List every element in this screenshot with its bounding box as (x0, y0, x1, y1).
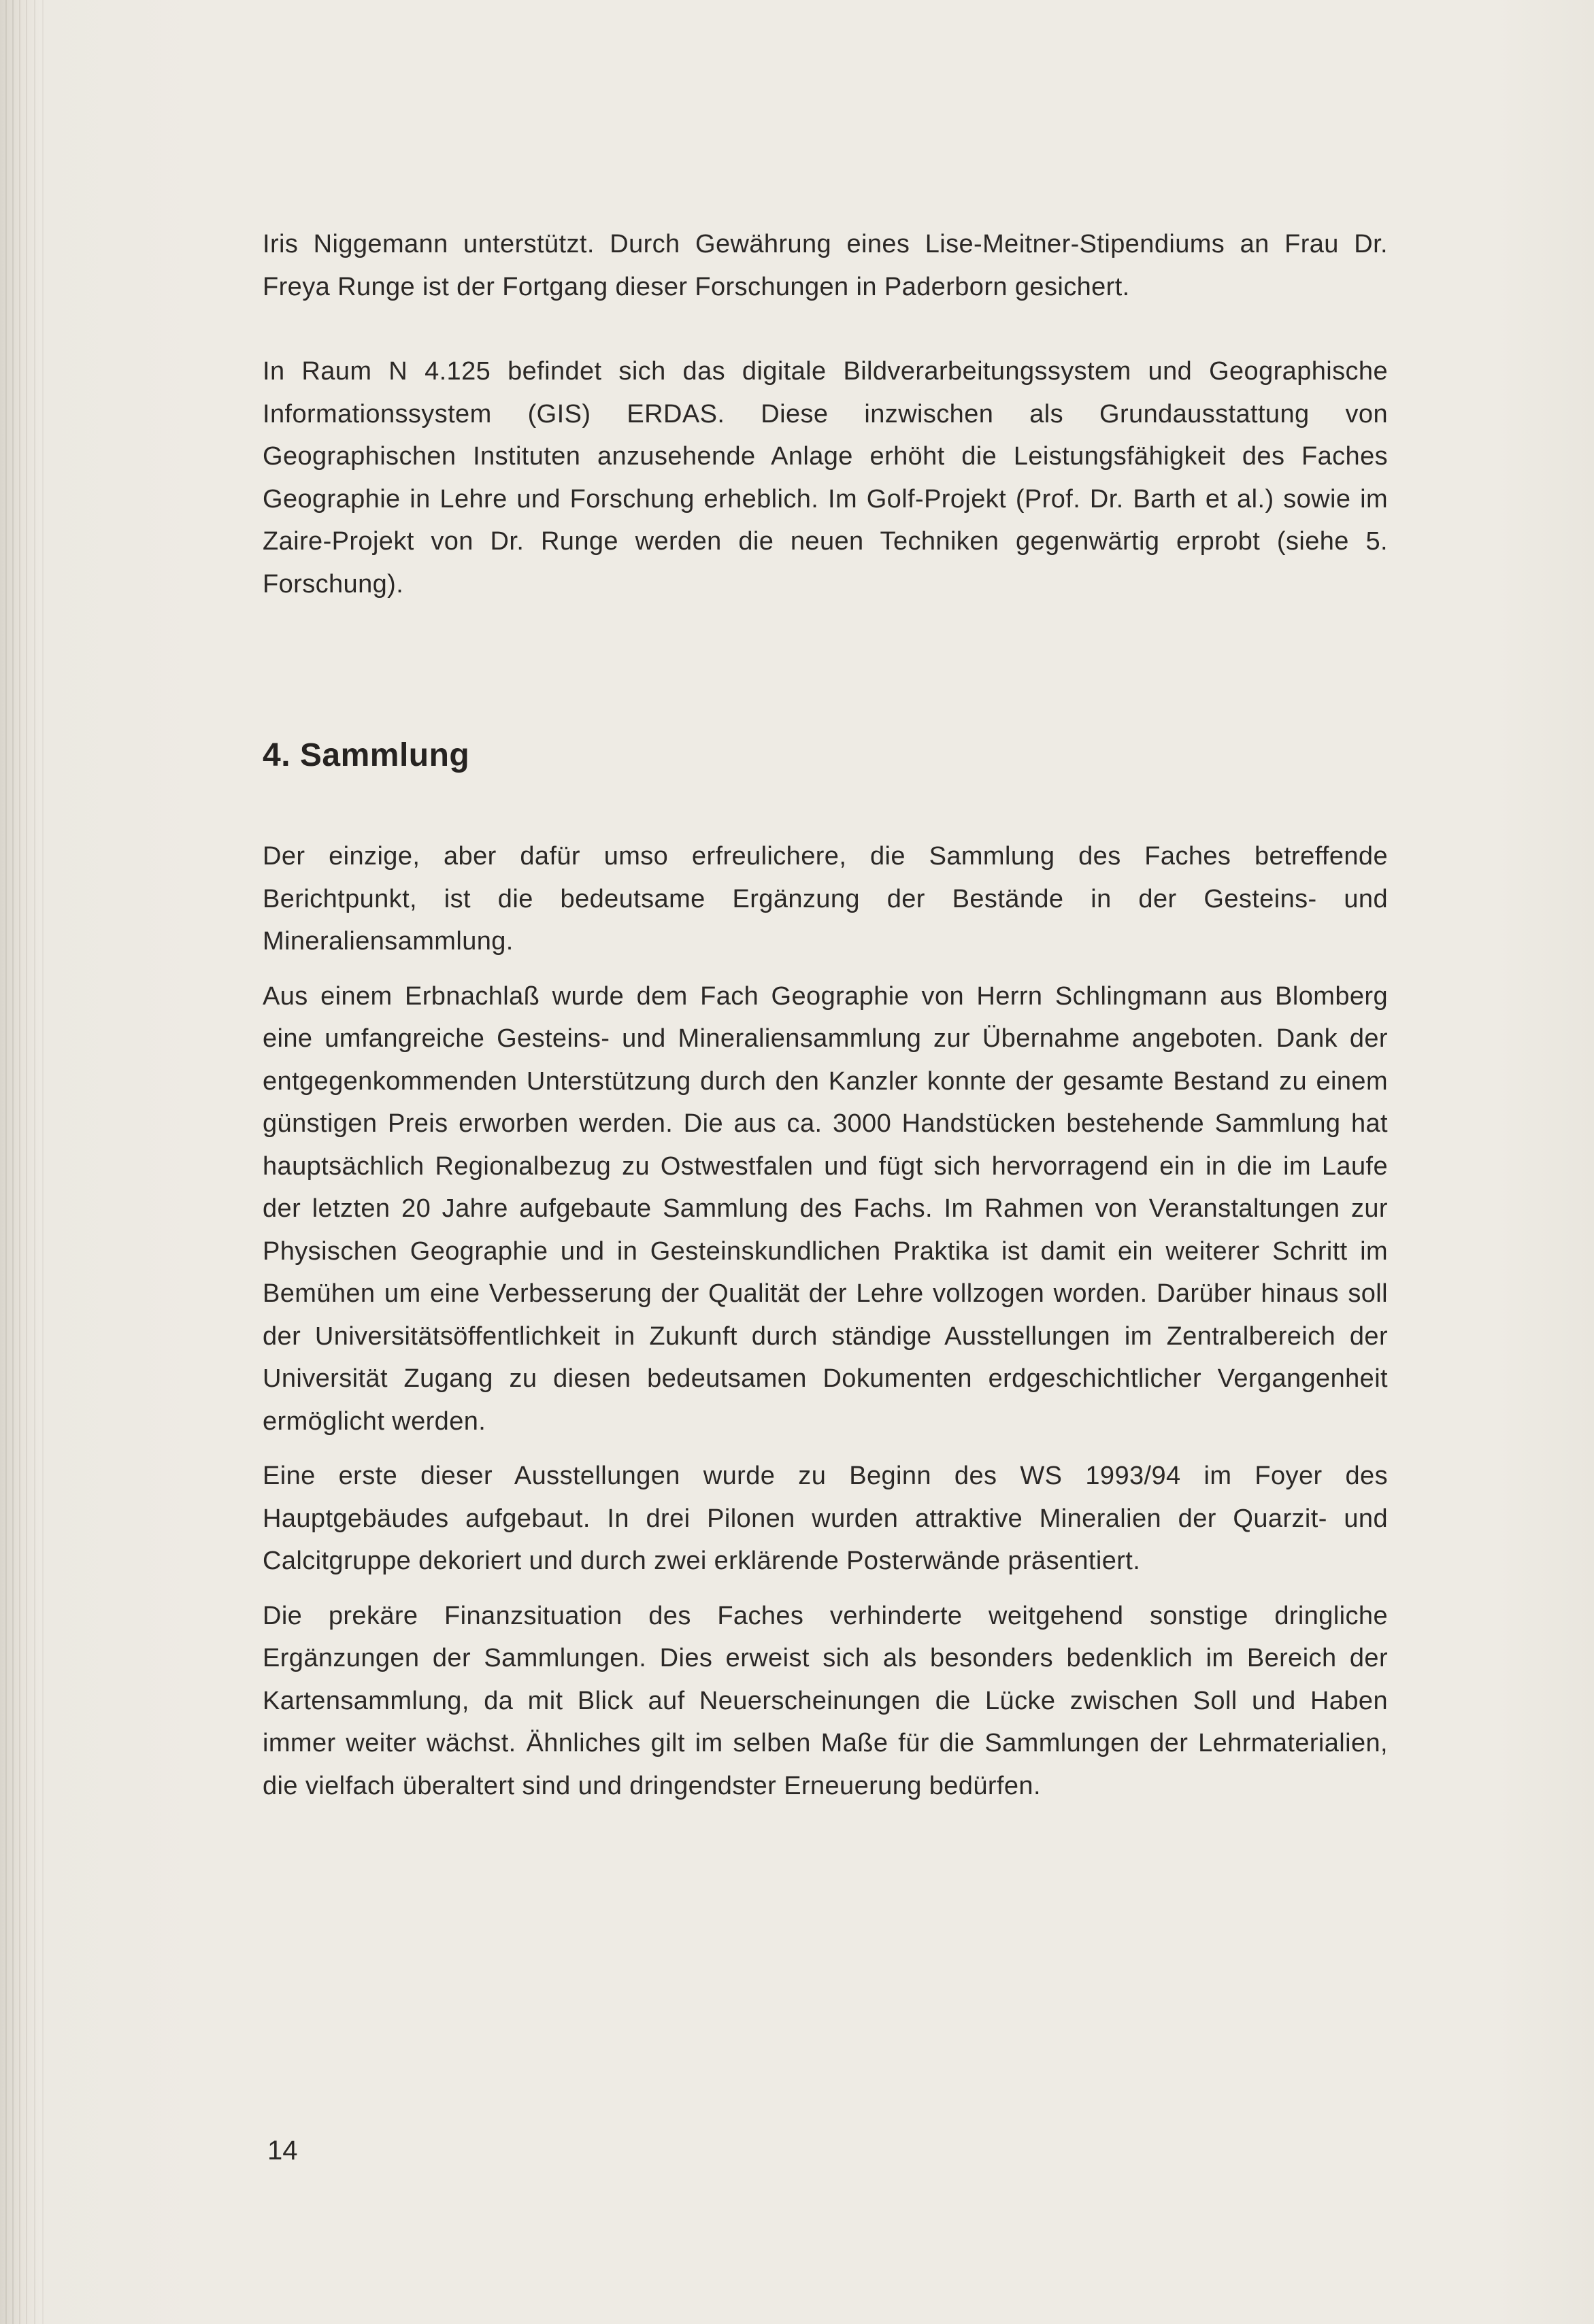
paragraph-gis-erdas: In Raum N 4.125 befindet sich das digitale Bildverarbeitungssystem und Geographische Informationssystem (GIS) ERDAS. Diese inzwischen als Grundausstattung von Geographischen Instituten anzusehende Anlage erhöht die Leistungsfähigkeit des Faches Geographie in Lehre und Forschung erheblich. Im Golf-Projekt (Prof. Dr. Barth et al.) sowie im Zaire-Projekt von Dr. Runge werden die neuen Techniken gegenwärtig erprobt (siehe 5. Forschung). (263, 357, 1388, 599)
page-edge (42, 0, 44, 2324)
page-edge (12, 0, 14, 2324)
paragraph-finanzsituation: Die prekäre Finanzsituation des Faches verhinderte weitgehend sonstige dringliche Ergänzungen der Sammlungen. Dies erweist sich als besonders bedenklich im Bereich der Kartensammlung, da mit Blick auf Neuerscheinungen die Lücke zwischen Soll und Haben immer weiter wächst. Ähnliches gilt im selben Maße für die Sammlungen der Lehrmaterialien, die vielfach überaltert sind und dringendster Erneuerung bedürfen. (263, 1601, 1388, 1800)
page-edge (5, 0, 7, 2324)
paragraph-niggemann: Iris Niggemann unterstützt. Durch Gewährung eines Lise-Meitner-Stipendiums an Frau Dr. Freya Runge ist der Fortgang dieser Forschungen in Paderborn gesichert. (263, 230, 1388, 301)
page-number: 14 (267, 2136, 298, 2166)
paragraph-ausstellung: Eine erste dieser Ausstellungen wurde zu Beginn des WS 1993/94 im Foyer des Hauptgebäudes aufgebaut. In drei Pilonen wurden attraktive Mineralien der Quarzit- und Calcitgruppe dekoriert und durch zwei erklärende Posterwände präsentiert. (263, 1462, 1388, 1575)
page-edge (34, 0, 35, 2324)
page-content (263, 223, 1388, 1807)
paragraph-sammlung-intro: Der einzige, aber dafür umso erfreulichere, die Sammlung des Faches betreffende Berichtpunkt, ist die bedeutsame Ergänzung der Bestände in der Gesteins- und Mineraliensammlung. (263, 842, 1388, 956)
page-edge (19, 0, 20, 2324)
section-heading: 4. Sammlung (263, 737, 470, 773)
page-edge (26, 0, 27, 2324)
paragraph-erbnachlass: Aus einem Erbnachlaß wurde dem Fach Geographie von Herrn Schlingmann aus Blomberg eine umfangreiche Gesteins- und Mineraliensammlung zur Übernahme angeboten. Dank der entgegenkommenden Unterstützung durch den Kanzler konnte der gesamte Bestand zu einem günstigen Preis erworben werden. Die aus ca. 3000 Handstücken bestehende Sammlung hat hauptsächlich Regionalbezug zu Ostwestfalen und fügt sich hervorragend ein in die im Laufe der letzten 20 Jahre aufgebaute Sammlung des Fachs. Im Rahmen von Veranstaltungen zur Physischen Geographie und in Gesteinskundlichen Praktika ist damit ein weiterer Schritt im Bemühen um eine Verbesserung der Qualität der Lehre vollzogen worden. Darüber hinaus soll der Universitätsöffentlichkeit in Zukunft durch ständige Ausstellungen im Zentralbereich der Universität Zugang zu diesen bedeutsamen Dokumenten erdgeschichtlicher Vergangenheit ermöglicht werden. (263, 981, 1388, 1436)
